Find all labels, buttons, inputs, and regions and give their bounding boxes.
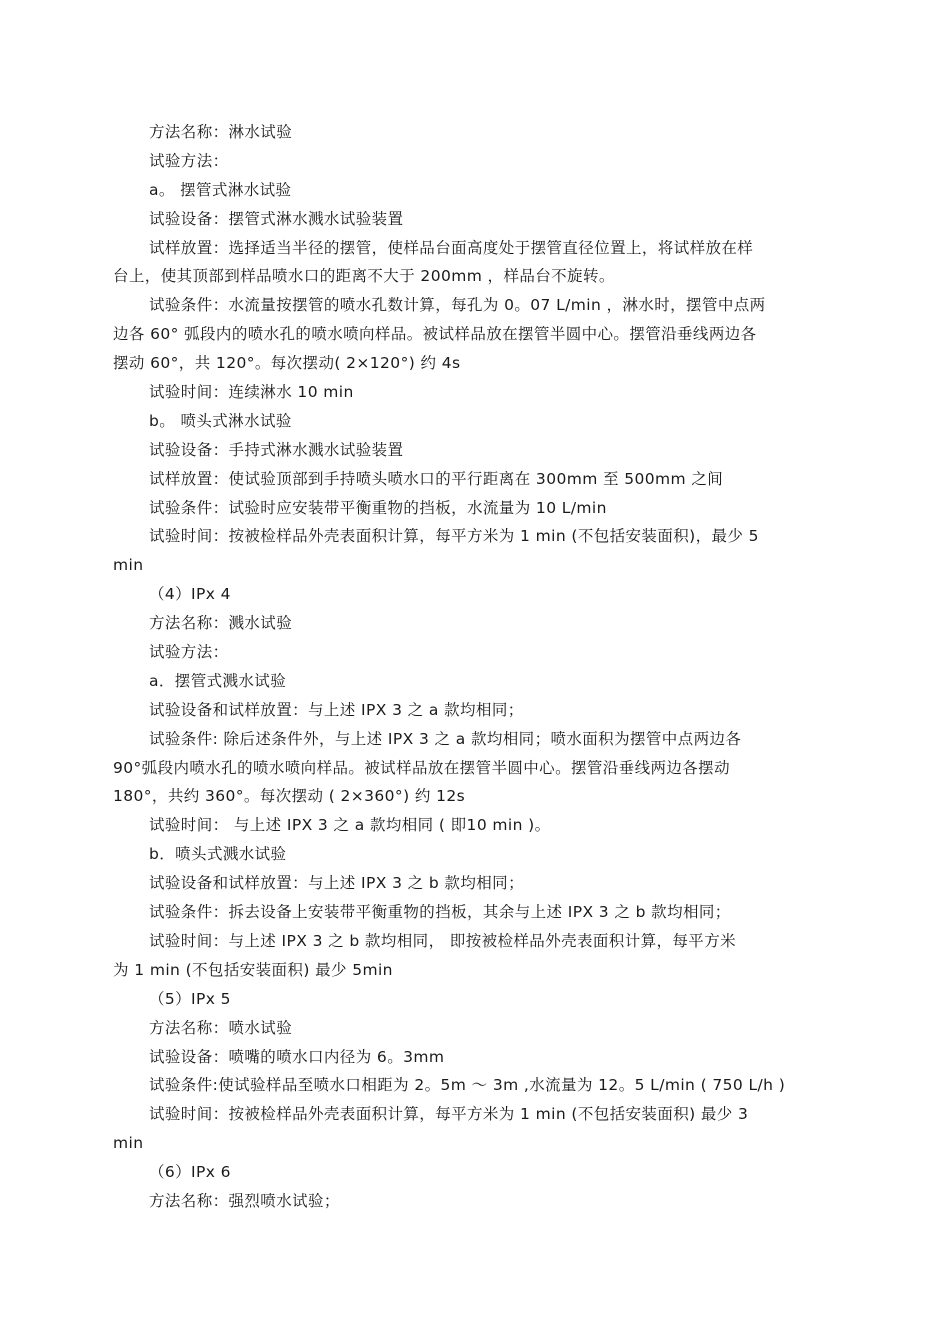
text-line: 试样放置：使试验顶部到手持喷头喷水口的平行距离在 300mm 至 500mm 之间 (149, 469, 724, 488)
text-line: min (113, 556, 144, 575)
text-line: 试验条件：试验时应安装带平衡重物的挡板，水流量为 10 L/min (149, 498, 607, 517)
text-line: 试验时间：按被检样品外壳表面积计算，每平方米为 1 min (不包括安装面积) 最少 3 (149, 1105, 749, 1124)
text-line: 方法名称：喷水试验 (149, 1018, 293, 1037)
document-body (113, 118, 843, 1216)
text-line: 边各 60° 弧段内的喷水孔的喷水喷向样品。被试样品放在摆管半圆中心。摆管沿垂线两边各 (113, 325, 757, 344)
text-line: b。 喷头式淋水试验 (149, 411, 292, 430)
section-heading: （6）IPx 6 (149, 1163, 231, 1182)
text-line: a。 摆管式淋水试验 (149, 180, 292, 199)
text-line: 试验方法： (149, 643, 229, 662)
text-line: 方法名称：溅水试验 (149, 614, 293, 633)
section-heading: （5）IPx 5 (149, 989, 231, 1008)
text-line: 试验设备：喷嘴的喷水口内径为 6。3mm (149, 1047, 445, 1066)
text-line: 试验设备：手持式淋水溅水试验装置 (149, 440, 404, 459)
text-line: 试验条件: 除后述条件外，与上述 IPX 3 之 a 款均相同；喷水面积为摆管中点两边各 (149, 729, 742, 748)
text-line: b．喷头式溅水试验 (149, 845, 287, 864)
text-line: 180°，共约 360°。每次摆动 ( 2×360°) 约 12s (113, 787, 466, 806)
text-line: 试验时间： 与上述 IPX 3 之 a 款均相同 ( 即10 min )。 (149, 816, 551, 835)
text-line: 试验条件:使试验样品至喷水口相距为 2。5m ～ 3m ,水流量为 12。5 L/min ( 750 L/h ) (149, 1076, 786, 1095)
text-line: a．摆管式溅水试验 (149, 671, 287, 690)
text-line: 试验方法： (149, 151, 229, 170)
section-heading: （4）IPx 4 (149, 585, 231, 604)
text-line: 方法名称：淋水试验 (149, 123, 293, 141)
text-line: 试验条件：水流量按摆管的喷水孔数计算，每孔为 0。07 L/min ，淋水时，摆管中点两 (149, 296, 766, 315)
text-line: 试样放置：选择适当半径的摆管，使样品台面高度处于摆管直径位置上，将试样放在样 (149, 238, 754, 257)
text-line: 试验时间：与上述 IPX 3 之 b 款均相同， 即按被检样品外壳表面积计算，每平方米 (149, 931, 737, 950)
text-line: 90°弧段内喷水孔的喷水喷向样品。被试样品放在摆管半圆中心。摆管沿垂线两边各摆动 (113, 758, 730, 777)
text-line: 摆动 60°，共 120°。每次摆动( 2×120°) 约 4s (113, 354, 461, 373)
text-line: 台上，使其顶部到样品喷水口的距离不大于 200mm ，样品台不旋转。 (113, 267, 615, 286)
text-line: 试验设备：摆管式淋水溅水试验装置 (149, 209, 404, 228)
text-line: 试验时间：连续淋水 10 min (149, 383, 354, 402)
text-line: 试验时间：按被检样品外壳表面积计算，每平方米为 1 min (不包括安装面积)，最少 5 (149, 527, 759, 546)
text-line: 为 1 min (不包括安装面积) 最少 5min (113, 960, 393, 979)
text-line: 试验设备和试样放置：与上述 IPX 3 之 a 款均相同； (149, 700, 524, 719)
text-line: min (113, 1134, 144, 1153)
text-line: 试验条件：拆去设备上安装带平衡重物的挡板，其余与上述 IPX 3 之 b 款均相同； (149, 903, 731, 922)
text-line: 试验设备和试样放置：与上述 IPX 3 之 b 款均相同； (149, 874, 524, 893)
text-line: 方法名称：强烈喷水试验； (149, 1191, 340, 1210)
